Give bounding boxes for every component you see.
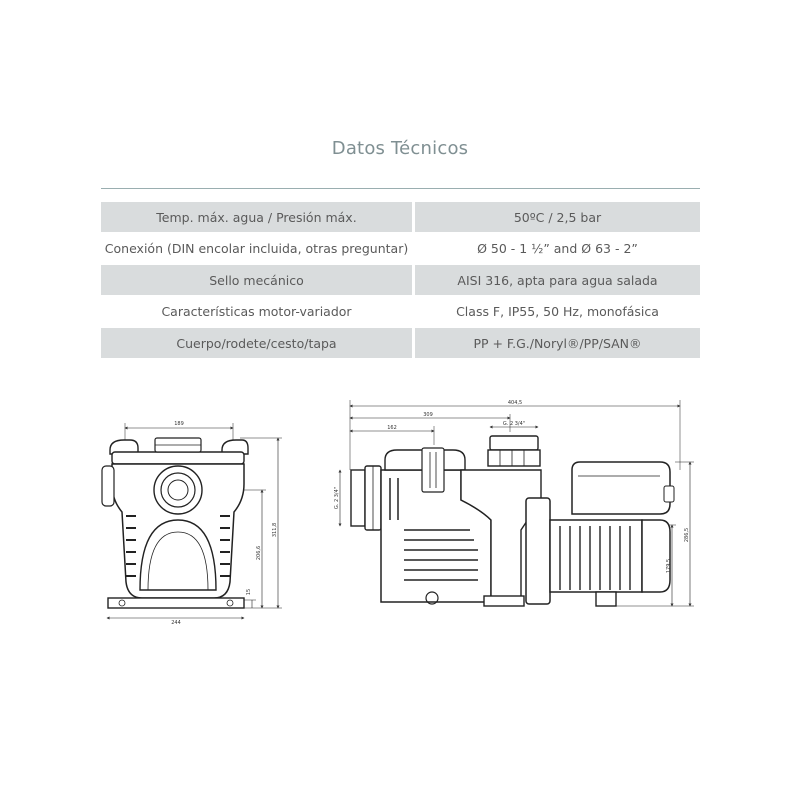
dim-inlet-offset: 162	[387, 425, 397, 431]
dim-total-length: 404,5	[507, 400, 523, 406]
spec-value: PP + F.G./Noryl®/PP/SAN®	[415, 328, 700, 358]
dim-inlet-thread: G. 2 3/4"	[334, 486, 340, 510]
spec-label: Conexión (DIN encolar incluida, otras preguntar)	[104, 241, 409, 256]
dim-outlet-thread: G. 2 3/4"	[502, 421, 526, 427]
spec-label: Características motor-variador	[161, 304, 352, 319]
spec-value: AISI 316, apta para agua salada	[415, 265, 700, 295]
spec-label: Cuerpo/rodete/cesto/tapa	[101, 328, 412, 358]
dim-base-width: 244	[171, 620, 181, 626]
spec-label: Sello mecánico	[101, 265, 412, 295]
page-title: Datos Técnicos	[331, 138, 469, 159]
dim-base-height: 15	[246, 588, 252, 596]
spec-value: Class F, IP55, 50 Hz, monofásica	[456, 304, 659, 319]
dim-top-width: 189	[174, 421, 184, 427]
dim-side-total-height: 286,5	[684, 527, 690, 543]
dim-length-to-lid: 309	[423, 412, 433, 418]
spec-value: Ø 50 - 1 ½” and Ø 63 - 2”	[477, 241, 638, 256]
dim-total-height: 311,8	[272, 522, 278, 538]
spec-label: Temp. máx. agua / Presión máx.	[101, 202, 412, 232]
front-view-drawing	[102, 423, 282, 618]
dim-axis-height: 206,6	[256, 545, 262, 561]
spec-value: 50ºC / 2,5 bar	[415, 202, 700, 232]
dim-side-axis-height: 179,5	[666, 558, 672, 574]
